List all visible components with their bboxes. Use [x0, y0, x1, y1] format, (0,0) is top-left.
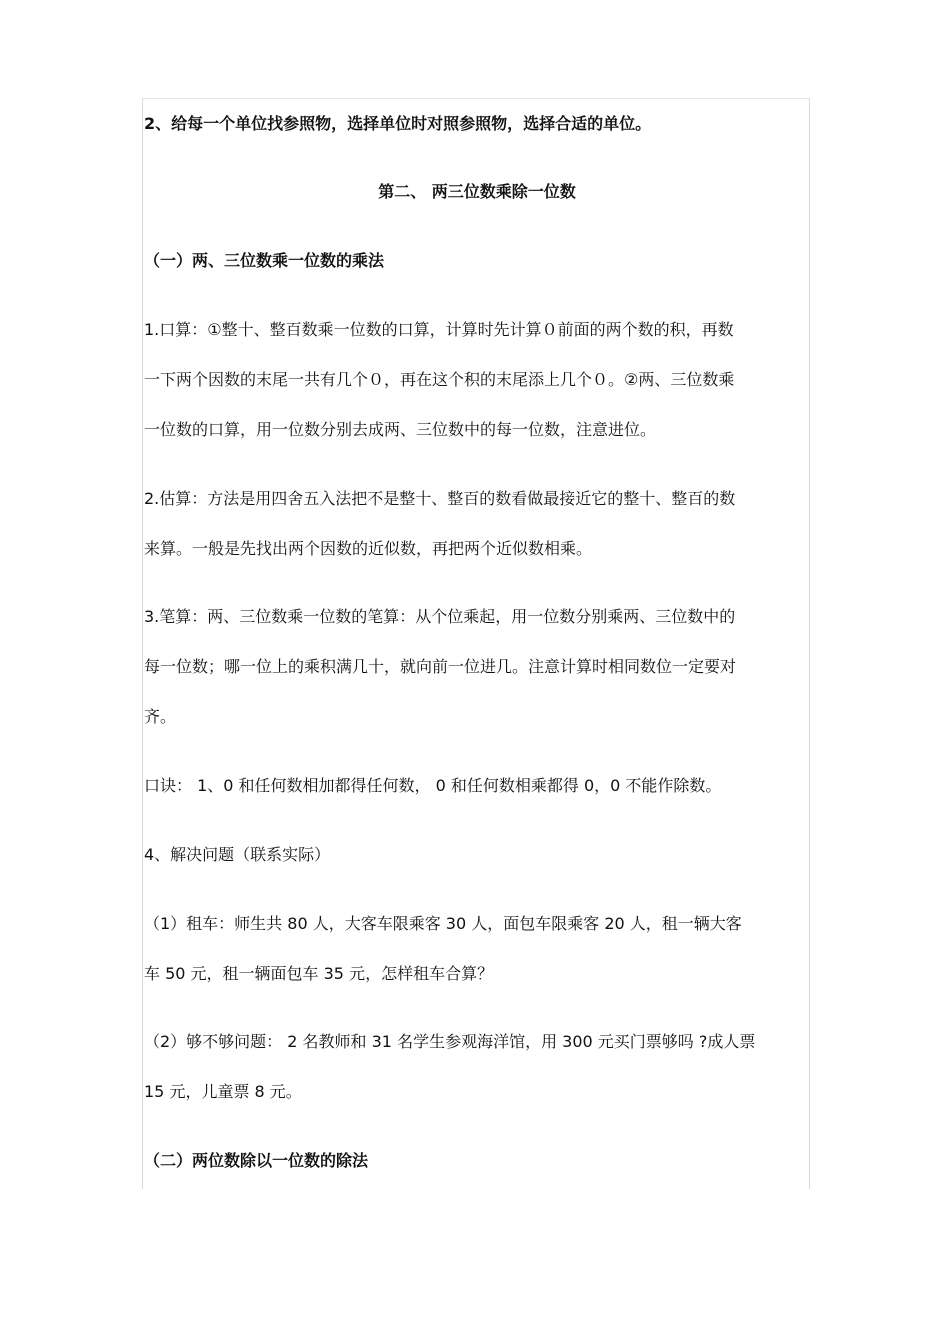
- paragraph-line: 1.口算：①整十、整百数乘一位数的口算，计算时先计算０前面的两个数的积，再数: [144, 320, 734, 339]
- paragraph-line: 每一位数；哪一位上的乘积满几十，就向前一位进几。注意计算时相同数位一定要对: [144, 657, 737, 676]
- section-heading-multiplication: （一）两、三位数乘一位数的乘法: [144, 251, 385, 270]
- chapter-title: 第二、 两三位数乘除一位数: [378, 182, 576, 201]
- question-line: 车 50 元，租一辆面包车 35 元，怎样租车合算？: [144, 964, 494, 983]
- problem-solving-title: 4、解决问题（联系实际）: [144, 845, 331, 864]
- paragraph-line: 齐。: [144, 707, 177, 726]
- paragraph-line: 来算。一般是先找出两个因数的近似数，再把两个近似数相乘。: [144, 539, 593, 558]
- paragraph-line: 一位数的口算，用一位数分别去成两、三位数中的每一位数，注意进位。: [144, 420, 657, 439]
- paragraph-line: 2.估算：方法是用四舍五入法把不是整十、整百的数看做最接近它的整十、整百的数: [144, 489, 736, 508]
- unit-note: 2、给每一个单位找参照物，选择单位时对照参照物，选择合适的单位。: [144, 114, 652, 133]
- question-line: 15 元，儿童票 8 元。: [144, 1082, 302, 1101]
- paragraph-line: 3.笔算：两、三位数乘一位数的笔算：从个位乘起，用一位数分别乘两、三位数中的: [144, 607, 736, 626]
- section-heading-division: （二）两位数除以一位数的除法: [144, 1151, 369, 1170]
- rhyme-line: 口诀： 1、0 和任何数相加都得任何数， 0 和任何数相乘都得 0，0 不能作除数。: [144, 776, 722, 795]
- question-line: （2）够不够问题： 2 名教师和 31 名学生参观海洋馆，用 300 元买门票够吗 ?成人票: [144, 1032, 756, 1051]
- paragraph-line: 一下两个因数的末尾一共有几个０，再在这个积的末尾添上几个０。②两、三位数乘: [144, 370, 735, 389]
- question-line: （1）租车：师生共 80 人，大客车限乘客 30 人，面包车限乘客 20 人，租一辆大客: [144, 914, 742, 933]
